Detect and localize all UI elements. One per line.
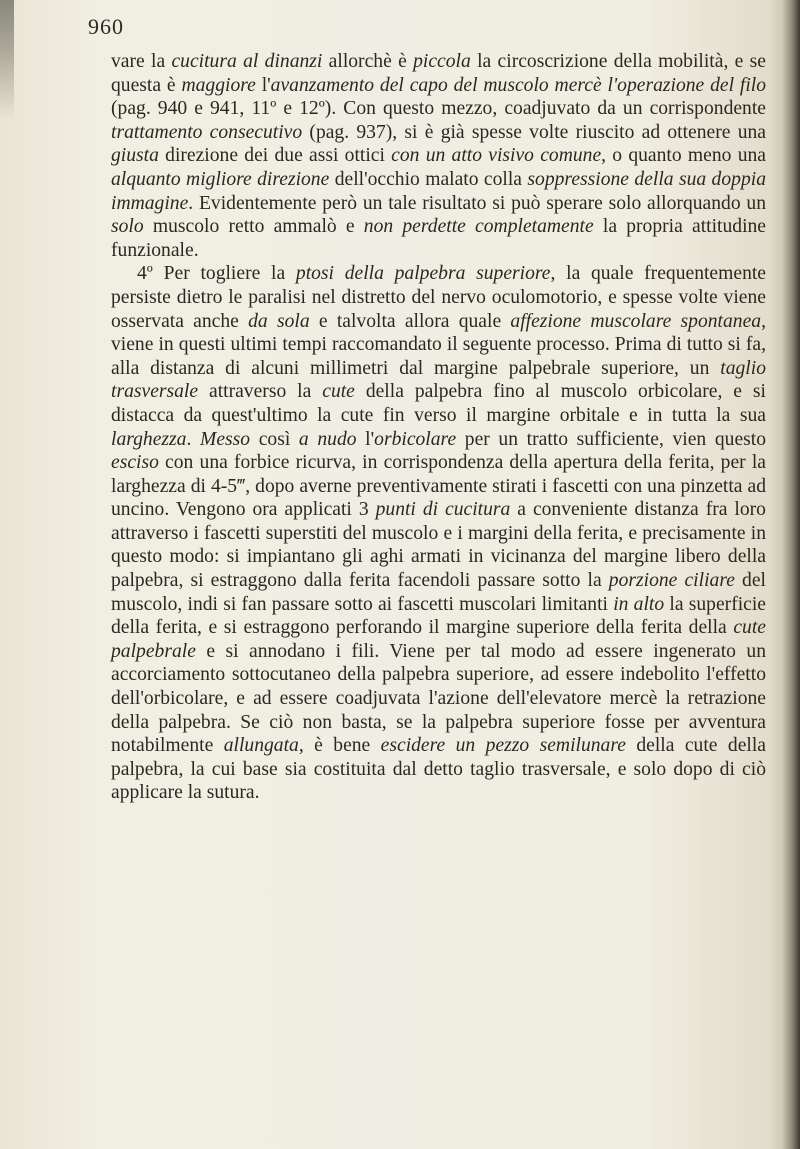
italic-run: cute palpebrale: [111, 617, 766, 662]
text-run: e si annodano i fili. Viene per tal modo ad essere ingenerato un accorciamento sottocutaneo della palpebra superiore, ad essere indebolito l'effetto dell'orbicolare, e ad essere coadjuvata l'azione dell'elevatore mercè la retrazione della palpebra. Se ciò non basta, se la palpebra superiore fosse per avventura notabilmente: [111, 640, 766, 757]
italic-run: ptosi della palpebra superiore: [295, 263, 551, 285]
text-run: l': [356, 428, 375, 450]
page-number: 960: [88, 14, 124, 39]
text-run: , la quale frequentemente persiste dietro le paralisi nel distretto del nervo oculomotorio, e spesse volte viene osservata anche: [111, 263, 767, 332]
text-run: a conveniente distanza fra loro attraverso i fascetti superstiti del muscolo e i margini della ferita, e precisamente in questo modo: si impiantano gli aghi armati in vicinanza del margine libero della palpebra, si estraggono dalla ferita facendoli passare sotto la: [111, 499, 766, 592]
text-run: . Evidentemente però un tale risultato si può sperare solo allorquando un: [188, 192, 766, 214]
italic-run: solo: [111, 216, 144, 238]
text-run: la circoscrizione della mobilità, e se questa è: [111, 51, 766, 96]
text-run: (pag. 940 e 941, 11º e 12º). Con questo mezzo, coadjuvato da un corrispondente: [111, 98, 766, 120]
text-run: con una forbice ricurva, in corrispondenza della apertura della ferita, per la larghezza di 4-5‴, dopo averne preventivamente stirati i fascetti con una pinzetta ad uncino. Vengono ora applicati 3: [111, 452, 766, 521]
italic-run: soppressione della sua doppia immagine: [111, 168, 766, 214]
italic-run: Messo: [200, 428, 251, 450]
text-run: , o quanto meno una: [601, 145, 766, 167]
italic-run: non perdette completamente: [363, 216, 594, 238]
text-run: , viene in questi ultimi tempi raccomandato il seguente processo. Prima di tutto si fa, alla distanza di alcuni millimetri dal margine palpebrale superiore, un: [111, 310, 766, 379]
text-run: e talvolta allora quale: [309, 310, 511, 332]
italic-run: a nudo: [298, 428, 357, 450]
italic-run: esciso: [111, 452, 159, 474]
text-run: così: [250, 428, 299, 450]
text-run: dell'occhio malato colla: [329, 168, 528, 190]
italic-run: maggiore: [181, 74, 256, 96]
italic-run: piccola: [413, 51, 471, 72]
italic-run: trattamento consecutivo: [111, 121, 303, 143]
paragraph-ptosis-procedure: [111, 262, 766, 805]
text-run: della cute della palpebra, la cui base sia costituita dal detto taglio trasversale, e solo dopo di ciò applicare la sutura.: [111, 735, 766, 804]
text-run: direzione dei due assi ottici: [158, 145, 392, 167]
page-curl-shadow: [0, 0, 14, 120]
text-run: attraverso la: [198, 381, 323, 403]
italic-run: cute: [322, 381, 355, 403]
text-run: la propria attitudine funzionale.: [111, 216, 767, 261]
italic-run: da sola: [248, 310, 310, 332]
text-run: per un tratto sufficiente, vien questo: [456, 428, 767, 450]
text-run: vare la: [111, 51, 172, 72]
text-run: della palpebra fino al muscolo orbicolare, e si distacca da quest'ultimo la cute fin verso il margine orbitale e in tutta la sua: [111, 381, 766, 426]
text-run: , è bene: [298, 735, 381, 757]
text-run: allorchè è: [322, 51, 414, 72]
body-text: [111, 50, 766, 805]
italic-run: cucitura al dinanzi: [171, 51, 323, 72]
italic-run: larghezza: [111, 428, 187, 450]
italic-run: escidere un pezzo semilunare: [380, 735, 626, 757]
text-run: la superficie della ferita, e si estraggono perforando il margine superiore della ferita della: [111, 593, 766, 639]
text-run: .: [186, 428, 201, 450]
text-run: muscolo retto ammalò e: [143, 216, 364, 238]
text-run: del muscolo, indi si fan passare sotto ai fascetti muscolari limitanti: [111, 570, 766, 615]
italic-run: affezione muscolare spontanea: [510, 310, 762, 332]
book-binding-edge: [782, 0, 800, 1149]
italic-run: punti di cucitura: [375, 499, 511, 521]
italic-run: in alto: [613, 593, 665, 615]
paragraph-ptosis-continuation: [111, 50, 766, 262]
text-run: 4º Per togliere la: [137, 263, 296, 285]
text-run: (pag. 937), si è già spesse volte riuscito ad ottenere una: [302, 121, 766, 143]
italic-run: porzione ciliare: [608, 570, 735, 592]
italic-run: orbicolare: [374, 428, 457, 450]
italic-run: taglio trasversale: [111, 357, 766, 403]
italic-run: allungata: [223, 735, 299, 757]
italic-run: alquanto migliore direzione: [111, 168, 330, 190]
text-run: l': [255, 74, 271, 96]
italic-run: giusta: [111, 145, 159, 167]
italic-run: con un atto visivo comune: [391, 145, 602, 167]
italic-run: avanzamento del capo del muscolo mercè l'operazione del filo: [270, 74, 766, 96]
